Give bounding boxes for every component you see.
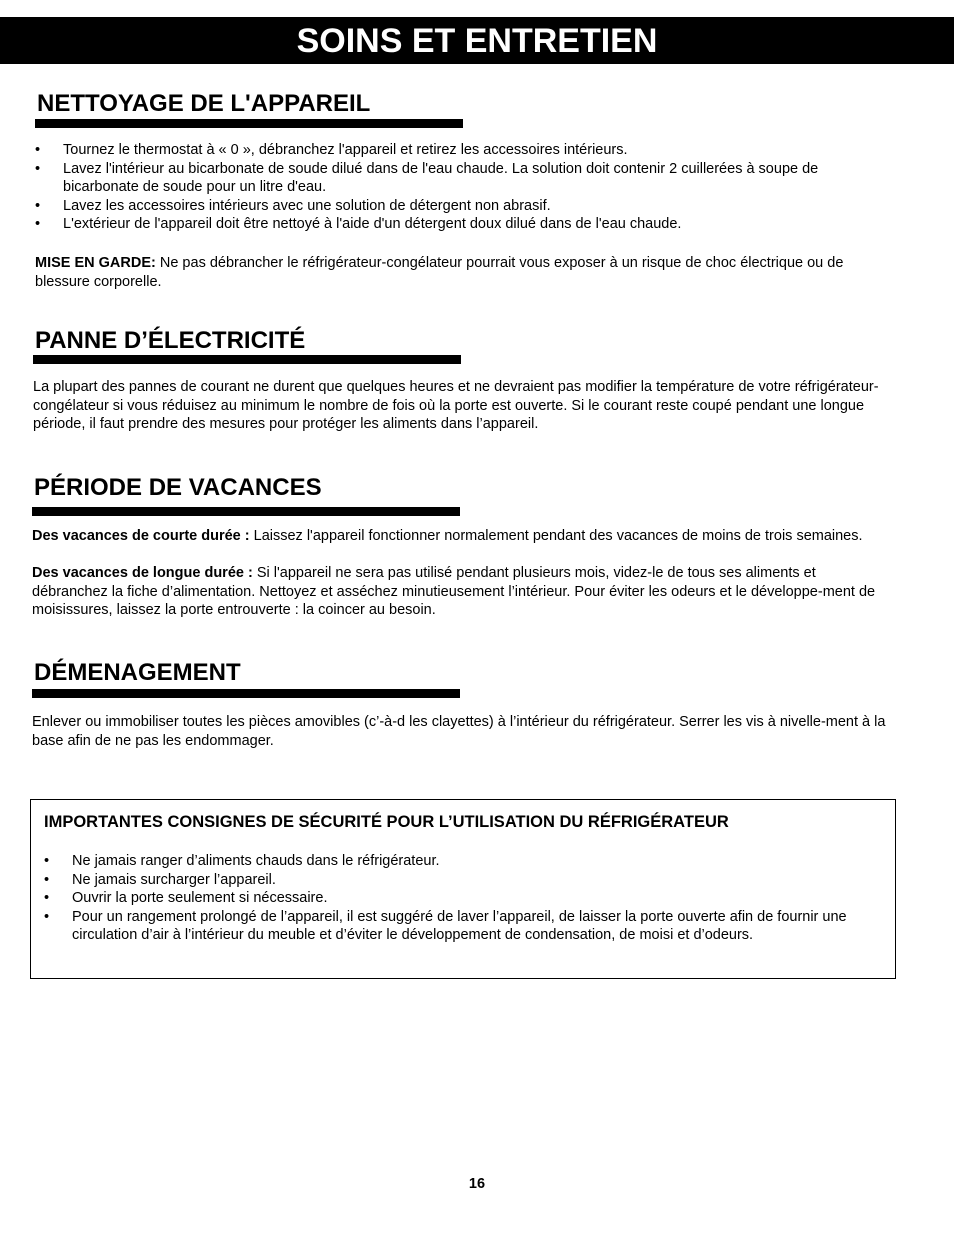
vacation-short — [32, 527, 894, 546]
warning-label: MISE EN GARDE: — [35, 255, 156, 271]
warning-text: Ne pas débrancher le réfrigérateur-congélateur pourrait vous exposer à un risque de choc électrique ou de blessure corporelle. — [35, 255, 844, 290]
safety-list — [44, 852, 889, 945]
list-item: • Pour un rangement prolongé de l’appareil, il est suggéré de laver l’appareil, de laisser la porte ouverte afin de fournir une circulation d’air à l’intérieur du meuble et d’éviter le développement de condensation, de moisi et d’odeurs. — [44, 908, 889, 945]
section-title-vacation: PÉRIODE DE VACANCES — [34, 474, 322, 501]
moving-text: Enlever ou immobiliser toutes les pièces amovibles (c’-à-d les clayettes) à l’intérieur du réfrigérateur. Serrer les vis à nivelle-ment à la base afin de ne pas les endommager. — [32, 714, 886, 749]
section-rule — [33, 355, 461, 364]
section-rule — [32, 689, 460, 698]
section-title-moving: DÉMENAGEMENT — [34, 659, 241, 686]
cleaning-list — [35, 141, 893, 234]
list-item: • Ne jamais surcharger l’appareil. — [44, 871, 889, 890]
vacation-long-text: Si l'appareil ne sera pas utilisé pendant plusieurs mois, videz-le de tous ses aliments et débranchez la fiche d’alimentation. Nettoyez et asséchez minutieusement l’intérieur. Pour éviter les odeurs et le développe-ment de moisissures, laissez la porte entrouverte : la coincer au besoin. — [32, 565, 876, 619]
section-title-power-failure: PANNE D’ÉLECTRICITÉ — [35, 327, 306, 354]
power-failure-text: La plupart des pannes de courant ne durent que quelques heures et ne devraient pas modifier la température de votre réfrigérateur-congélateur si vous réduisez au minimum le nombre de fois où la porte est ouverte. Si le courant reste coupé pendant une longue période, il faut prendre des mesures pour protéger les aliments dans l’appareil. — [33, 379, 879, 433]
list-item: • L'extérieur de l'appareil doit être nettoyé à l'aide d'un détergent doux dilué dans de l'eau chaude. — [35, 215, 893, 234]
vacation-short-text: Laissez l'appareil fonctionner normalement pendant des vacances de moins de trois semaines. — [249, 528, 863, 544]
vacation-long-label: Des vacances de longue durée : — [32, 565, 253, 581]
list-item: • Lavez l'intérieur au bicarbonate de soude dilué dans de l'eau chaude. La solution doit contenir 2 cuillerées à soupe de bicarbonate de soude pour un litre d'eau. — [35, 160, 893, 197]
page-title-banner — [0, 17, 954, 64]
list-item: • Lavez les accessoires intérieurs avec une solution de détergent non abrasif. — [35, 197, 893, 216]
section-rule — [32, 507, 460, 516]
page-number: 16 — [468, 1176, 486, 1192]
section-rule — [35, 119, 463, 128]
vacation-long — [32, 564, 894, 620]
vacation-short-label: Des vacances de courte durée : — [32, 528, 250, 544]
page-title: SOINS ET ENTRETIEN — [296, 22, 658, 60]
safety-box — [30, 799, 896, 979]
list-item: • Ouvrir la porte seulement si nécessaire. — [44, 889, 889, 908]
section-title-cleaning: NETTOYAGE DE L'APPAREIL — [37, 90, 371, 117]
cleaning-warning — [35, 254, 895, 291]
list-item: • Tournez le thermostat à « 0 », débranchez l'appareil et retirez les accessoires intérieurs. — [35, 141, 893, 160]
list-item: • Ne jamais ranger d’aliments chauds dans le réfrigérateur. — [44, 852, 889, 871]
safety-box-title: IMPORTANTES CONSIGNES DE SÉCURITÉ POUR L’UTILISATION DU RÉFRIGÉRATEUR — [44, 813, 729, 831]
